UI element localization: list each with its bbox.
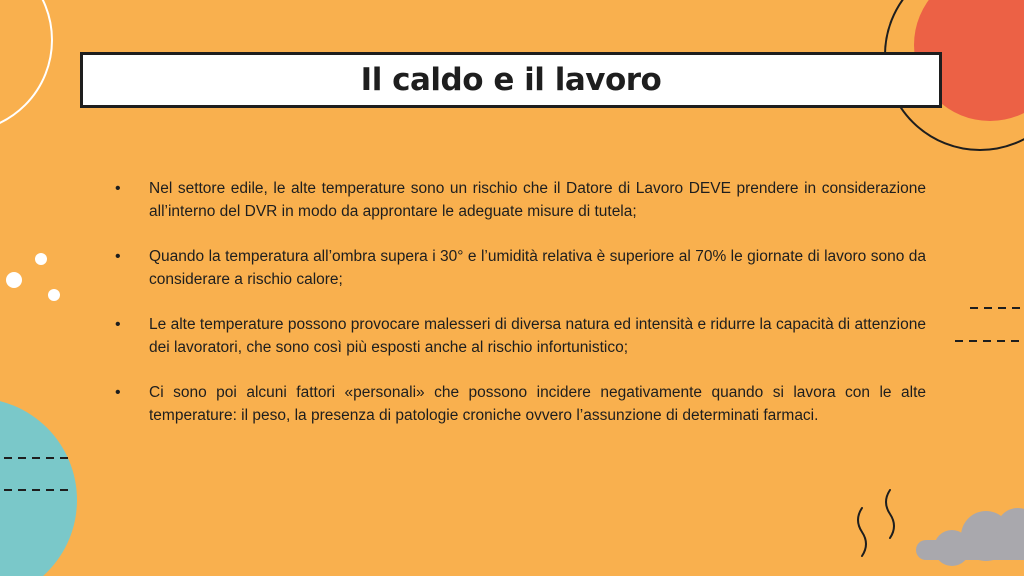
white-dot — [6, 272, 22, 288]
bullet-item: • Ci sono poi alcuni fattori «personali» che possono incidere negativamente quando si lavora con le alte temperature: il peso, la presenza di patologie croniche ovvero l’assunzione di determinati farmaci. — [120, 382, 926, 427]
heat-wave-icon — [886, 490, 894, 538]
bullet-item: • Nel settore edile, le alte temperature sono un rischio che il Datore di Lavoro DEVE prendere in considerazione all’interno del DVR in modo da approntare le adeguate misure di tutela; — [120, 178, 926, 223]
white-dot — [48, 289, 60, 301]
heat-wave-icon — [858, 508, 866, 556]
cloud-icon — [916, 508, 1024, 566]
bullet-item: • Quando la temperatura all’ombra supera i 30° e l’umidità relativa è superiore al 70% le giornate di lavoro sono da considerare a rischio calore; — [120, 246, 926, 291]
teal-circle-bottom-left — [0, 398, 77, 576]
slide-title: Il caldo e il lavoro — [360, 62, 662, 98]
white-dot — [35, 253, 47, 265]
bullet-list — [120, 178, 926, 450]
title-box — [80, 52, 942, 108]
bullet-item: • Le alte temperature possono provocare malesseri di diversa natura ed intensità e ridurre la capacità di attenzione dei lavoratori, che sono così più esposti anche al rischio infortunistico; — [120, 314, 926, 359]
outline-circle-top-left — [0, 0, 52, 132]
